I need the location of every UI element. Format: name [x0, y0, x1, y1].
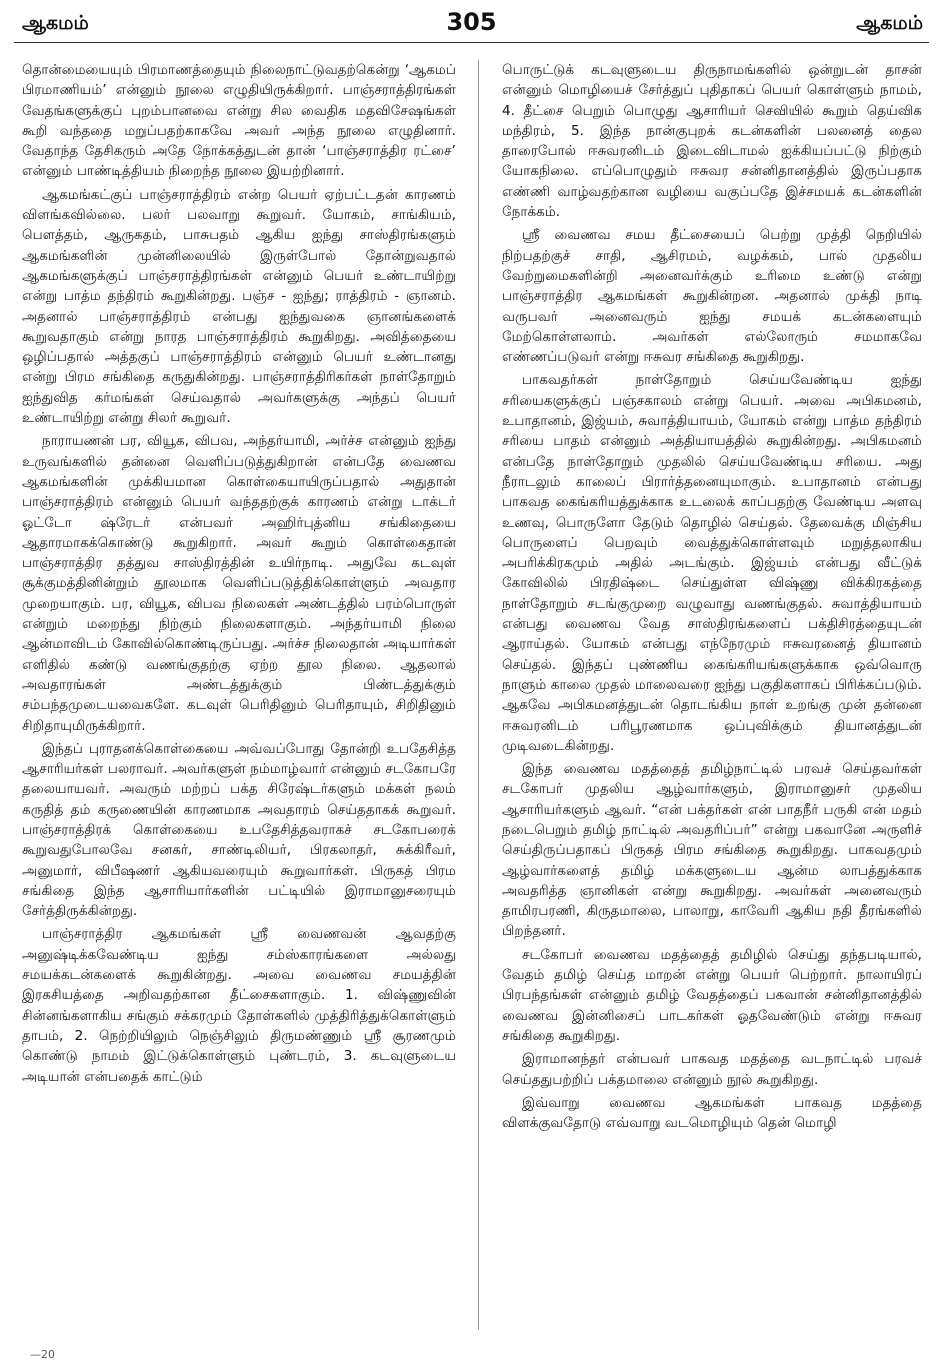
- paragraph: இவ்வாறு வைணவ ஆகமங்கள் பாகவத மதத்தை விளக்குவதோடு எவ்வாறு வடமொழியும் தென் மொழி: [502, 1094, 922, 1132]
- paragraph: ஆகமங்கட்குப் பாஞ்சராத்திரம் என்ற பெயர் ஏற்பட்டதன் காரணம் விளங்கவில்லை. பலர் பலவாறு கூறுவர். யோகம், சாங்கியம், பௌத்தம், ஆருகதம், பாசுபதம் ஆகிய ஐந்து சாஸ்திரங்களும் ஆகமங்களின் முன்னிலையில் இருள்போல் தோன்றுவதால் ஆகமங்களுக்குப் பாஞ்சராத்திரங்கள் என்னும் பெயர் உண்டாயிற்று என்று பாத்ம தந்திரம் கூறுகின்றது. பஞ்ச - ஐந்து; ராத்திரம் - ஞானம். அதனால் பாஞ்சராத்திரம் என்பது ஐந்துவகை ஞானங்களைக் கூறுவதாகும் என்று நாரத பாஞ்சராத்திரம் கூறுகிறது. அவித்தையை ஒழிப்பதால் அத்தகுப் பாஞ்சராத்திரம் என்னும் பெயர் உண்டானது என்று பிரம சங்கிதை கருதுகின்றது. பாஞ்சராத்திரிகர்கள் நாள்தோறும் ஐந்துவித கர்மங்கள் செய்வதால் அவர்களுக்கு அந்தப் பெயர் உண்டாயிற்று என்று சிலர் கூறுவர்.: [22, 186, 456, 427]
- right-column: [502, 60, 922, 1350]
- paragraph: பாகவதர்கள் நாள்தோறும் செய்யவேண்டிய ஐந்து சரியைகளுக்குப் பஞ்சகாலம் என்று பெயர். அவை அபிகமனம், உபாதானம், இஜ்யம், சுவாத்தியாயம், யோகம் என்று பாத்ம தந்திரம் சரியை பாதம் என்னும் அத்தியாயத்தில் கூறுகின்றது. அபிகமனம் என்பதே நாள்தோறும் முதலில் செய்யவேண்டிய சரியை. அது நீராடலும் காலைப் பிரார்த்தனையுமாகும். உபாதானம் என்பது பாகவத கைங்கரியத்துக்காக உடலைக் காப்பதற்கு வேண்டிய அளவு உணவு, பொருளோ தேடும் தொழில் செய்தல். தேவைக்கு மிஞ்சிய பொருளைப் பெறவும் வைத்துக்கொள்ளவும் மறுத்தலாகிய அபரிக்கிரகமும் அதில் அடங்கும். இஜ்யம் என்பது வீட்டுக் கோவிலில் பிரதிஷ்டை செய்துள்ள விஷ்ணு விக்கிரகத்தை நாள்தோறும் சடங்குமுறை வழுவாது வணங்குதல். சுவாத்தியாயம் என்பது வைணவ வேத சாஸ்திரங்களைப் பக்திசிரத்தையுடன் ஆராய்தல். யோகம் என்பது எந்நேரமும் ஈசுவரனைத் தியானம் செய்தல். இந்தப் புண்ணிய கைங்கரியங்களுக்காக ஒவ்வொரு நாளும் காலை முதல் மாலைவரை ஐந்து பகுதிகளாகப் பிரிக்கப்படும். ஆகவே அபிகமனத்துடன் தொடங்கிய நாள் உறங்கு முன் தன்னை ஈசுவரனிடம் பரிபூரணமாக ஒப்புவிக்கும் தியானத்துடன் முடிவடைகின்றது.: [502, 372, 922, 754]
- paragraph: ஸ்ரீ வைணவ சமய தீட்சையைப் பெற்று முத்தி நெறியில் நிற்பதற்குச் சாதி, ஆசிரமம், வழக்கம், பால் முதலிய வேற்றுமைகளின்றி அனைவர்க்கும் உரிமை உண்டு என்று பாஞ்சராத்திர ஆகமங்கள் கூறுகின்றன. அதனால் முக்தி நாடி வருபவர் அனைவரும் ஐந்து சமயக் கடன்களையும் மேற்கொள்ளலாம். அவர்கள் எல்லோரும் சமமாகவே எண்ணப்படுவர் என்று ஈசுவர சங்கிதை கூறுகிறது.: [502, 227, 922, 366]
- paragraph: இராமானந்தர் என்பவர் பாகவத மதத்தை வடநாட்டில் பரவச் செய்ததுபற்றிப் பக்தமாலை என்னும் நூல் கூறுகிறது.: [502, 1051, 922, 1088]
- left-column: [22, 60, 456, 1350]
- paragraph: பாஞ்சராத்திர ஆகமங்கள் ஸ்ரீ வைணவன் ஆவதற்கு அனுஷ்டிக்கவேண்டிய ஐந்து சம்ஸ்காரங்களை அல்லது சமயக்கடன்களைக் கூறுகின்றது. அவை வைணவ சமயத்தின் இரகசியத்தை அறிவதற்கான தீட்சைகளாகும். 1. விஷ்ணுவின் சின்னங்களாகிய சங்கும் சக்கரமும் தோள்களில் முத்திரித்துக்கொள்ளும் தாபம், 2. நெற்றியிலும் நெஞ்சிலும் திருமண்ணும் ஸ்ரீ சூரணமும் கொண்டு நாமம் இட்டுக்கொள்ளும் புண்டரம், 3. கடவுளுடைய அடியான் என்பதைக் காட்டும்: [22, 926, 456, 1085]
- column-divider: [478, 60, 479, 1330]
- paragraph: இந்தப் புராதனக்கொள்கையை அவ்வப்போது தோன்றி உபதேசித்த ஆசாரியர்கள் பலராவர். அவர்களுள் நம்மாழ்வார் என்னும் சடகோபரே தலையாயவர். அவரும் மற்றப் பக்த சிரேஷ்டர்களும் மக்கள் நலம் கருதித் தம் கருணையின் காரணமாக அவதாரம் செய்ததாகக் கூறுவர். பாஞ்சராத்திரக் கொள்கையை உபதேசித்தவராகச் சடகோபரைக் கூறுவதுபோலவே சனகர், சாண்டிலியர், பிரகலாதர், சுக்கிரீவர், அனுமார், விபீஷணர் ஆகியவரையும் கூறுவார்கள். பிருகத் பிரம சங்கிதை இந்த ஆசாரியார்களின் பட்டியில் இராமானுசரையும் சேர்த்திருக்கின்றது.: [22, 740, 456, 920]
- paragraph: தொன்மையையும் பிரமாணத்தையும் நிலைநாட்டுவதற்கென்று ‘ஆகமப் பிரமாணியம்’ என்னும் நூலை எழுதியிருக்கிறார். பாஞ்சராத்திரங்கள் வேதங்களுக்குப் புறம்பானவை என்று சில வைதிக மதவிசேஷங்கள் கூறி வந்ததை மறுப்பதற்காகவே அவர் அந்த நூலை எழுதினார். வேதாந்த தேசிகரும் அதே நோக்கத்துடன் தான் ‘பாஞ்சராத்திர ரட்சை’ என்னும் பாண்டித்தியம் நிறைந்த நூலை இயற்றினார்.: [22, 62, 456, 180]
- footer-signature: —20: [30, 1348, 55, 1361]
- page-header: [14, 8, 929, 43]
- paragraph: இந்த வைணவ மதத்தைத் தமிழ்நாட்டில் பரவச் செய்தவர்கள் சடகோபர் முதலிய ஆழ்வார்களும், இராமானுசர் முதலிய ஆசாரியர்களும் ஆவர். “என் பக்தர்கள் என் பாதநீர் பருகி என் மதம் நடைபெறும் தமிழ் நாட்டில் அவதரிப்பர்” என்று பகவானே அருளிச் செய்திருப்பதாகப் பிருகத் பிரம சங்கிதை கூறுகிறது. பாகவதமும் ஆழ்வார்களைத் தமிழ் மக்களுடைய ஆன்ம லாபத்துக்காக அவதரித்த ஞானிகள் என்று கூறுகிறது. அவர்கள் அனைவரும் தாமிரபரணி, கிருதமாலை, பாலாறு, காவேரி ஆகிய நதி தீரங்களில் பிறந்தனர்.: [502, 761, 922, 940]
- paragraph: நாராயணன் பர, வியூக, விபவ, அந்தர்யாமி, அர்ச்ச என்னும் ஐந்து உருவங்களில் தன்னை வெளிப்படுத்துகிறான் என்பதே வைணவ ஆகமங்களின் முக்கியமான கொள்கையாயிருப்பதால் அதுதான் பாஞ்சராத்திரம் என்னும் பெயர் வந்ததற்குக் காரணம் என்று டாக்டர் ஓட்டோ ஷ்ரேடர் என்பவர் அஹிர்புத்னிய சங்கிதையை ஆதாரமாகக்கொண்டு கூறுகிறார். அவர் கூறும் கொள்கைதான் பாஞ்சராத்திர தத்துவ சாஸ்திரத்தின் உயிர்நாடி. அதுவே கடவுள் சூக்குமத்தினின்றும் தூலமாக வெளிப்படுத்திக்கொள்ளும் அவதார முறையாகும். பர, வியூக, விபவ நிலைகள் அண்டத்தில் பரம்பொருள் என்றும் மறைந்து நிற்கும் நிலைகளாகும். அந்தர்யாமி நிலை ஆன்மாவிடம் கோவில்கொண்டிருப்பது. அர்ச்ச நிலைதான் அடியார்கள் எளிதில் கண்டு வணங்குதற்கு ஏற்ற தூல நிலை. ஆதலால் அவதாரங்கள் அண்டத்துக்கும் பிண்டத்துக்கும் சம்பந்தமுடையவைகளே. கடவுள் பெரிதினும் பெரிதாயும், சிறிதினும் சிறிதாயுமிருக்கிறார்.: [22, 433, 456, 734]
- page-number: 305: [446, 8, 497, 36]
- running-head-left: ஆகமம்: [22, 12, 89, 34]
- running-head-right: ஆகமம்: [856, 12, 923, 34]
- paragraph: சடகோபர் வைணவ மதத்தைத் தமிழில் செய்து தந்தபடியால், வேதம் தமிழ் செய்த மாறன் என்று பெயர் பெற்றார். நாலாயிரப் பிரபந்தங்கள் என்னும் தமிழ் வேதத்தைப் பகவான் சன்னிதானத்தில் வைணவ இன்னிசைப் பாடகர்கள் ஓதவேண்டும் என்று ஈசுவர சங்கிதை கூறுகிறது.: [502, 946, 922, 1044]
- paragraph: பொருட்டுக் கடவுளுடைய திருநாமங்களில் ஒன்றுடன் தாசன் என்னும் மொழியைச் சேர்த்துப் புதிதாகப் பெயர் கொள்ளும் நாமம், 4. தீட்சை பெறும் பொழுது ஆசாரியர் செவியில் கூறும் தெய்விக மந்திரம், 5. இந்த நான்குபுறக் கடன்களின் பலனைத் தைல தாரைபோல் ஈசுவரனிடம் இடைவிடாமல் ஐக்கியப்பட்டு நிற்கும் யோகநிலை. எப்பொழுதும் ஈசுவர சன்னிதானத்தில் இருப்பதாக எண்ணி வாழ்வதற்கான வழியை வகுப்பதே இச்சமயக் கடன்களின் நோக்கம்.: [502, 62, 922, 221]
